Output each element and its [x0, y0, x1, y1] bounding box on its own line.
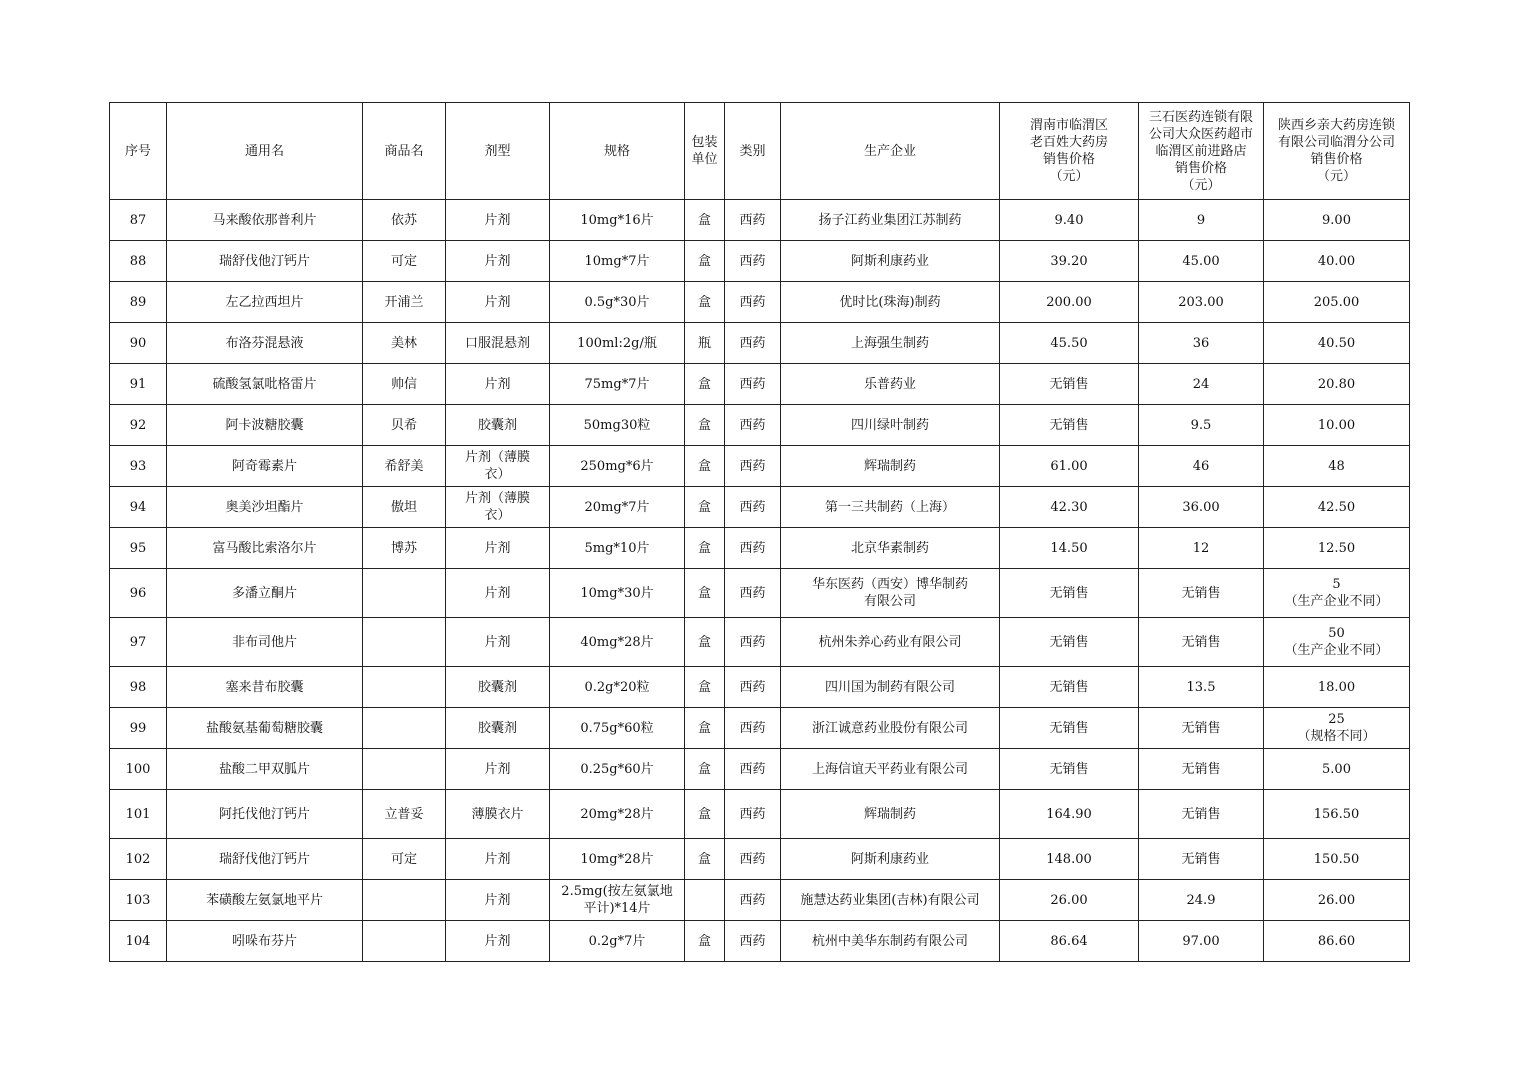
cell-category: 西药	[725, 446, 781, 487]
cell-category: 西药	[725, 921, 781, 962]
cell-package-unit: 盒	[685, 790, 725, 839]
cell-package-unit: 瓶	[685, 323, 725, 364]
cell-package-unit: 盒	[685, 200, 725, 241]
cell-manufacturer: 杭州朱养心药业有限公司	[781, 618, 1000, 667]
cell-brand-name: 可定	[363, 839, 446, 880]
cell-price-sanshi: 无销售	[1139, 839, 1264, 880]
cell-dosage-form: 片剂	[446, 528, 550, 569]
cell-dosage-form: 片剂	[446, 839, 550, 880]
cell-price-laobaixing: 无销售	[1000, 364, 1139, 405]
cell-price-sanshi: 12	[1139, 528, 1264, 569]
table-row	[110, 241, 1410, 282]
cell-category: 西药	[725, 839, 781, 880]
cell-price-xiangqin: 10.00	[1264, 405, 1410, 446]
cell-manufacturer: 杭州中美华东制药有限公司	[781, 921, 1000, 962]
cell-price-sanshi: 46	[1139, 446, 1264, 487]
cell-spec: 0.2g*7片	[550, 921, 685, 962]
header-dosage-form: 剂型	[446, 103, 550, 200]
cell-dosage-form: 片剂	[446, 364, 550, 405]
cell-brand-name: 贝希	[363, 405, 446, 446]
cell-price-sanshi: 36.00	[1139, 487, 1264, 528]
cell-brand-name: 傲坦	[363, 487, 446, 528]
cell-price-laobaixing: 9.40	[1000, 200, 1139, 241]
cell-category: 西药	[725, 405, 781, 446]
cell-package-unit: 盒	[685, 487, 725, 528]
cell-manufacturer: 第一三共制药（上海）	[781, 487, 1000, 528]
cell-brand-name	[363, 921, 446, 962]
cell-generic-name: 奥美沙坦酯片	[167, 487, 363, 528]
header-generic-name: 通用名	[167, 103, 363, 200]
cell-seq: 97	[110, 618, 167, 667]
cell-spec: 0.25g*60片	[550, 749, 685, 790]
cell-generic-name: 马来酸依那普利片	[167, 200, 363, 241]
cell-brand-name: 美林	[363, 323, 446, 364]
cell-brand-name	[363, 708, 446, 749]
cell-dosage-form: 口服混悬剂	[446, 323, 550, 364]
table-row	[110, 487, 1410, 528]
cell-price-laobaixing: 86.64	[1000, 921, 1139, 962]
cell-price-sanshi: 203.00	[1139, 282, 1264, 323]
cell-generic-name: 布洛芬混悬液	[167, 323, 363, 364]
cell-category: 西药	[725, 200, 781, 241]
cell-package-unit: 盒	[685, 708, 725, 749]
cell-category: 西药	[725, 323, 781, 364]
cell-generic-name: 阿托伐他汀钙片	[167, 790, 363, 839]
cell-price-xiangqin: 26.00	[1264, 880, 1410, 921]
table-row	[110, 708, 1410, 749]
cell-seq: 92	[110, 405, 167, 446]
cell-generic-name: 瑞舒伐他汀钙片	[167, 241, 363, 282]
cell-price-sanshi: 97.00	[1139, 921, 1264, 962]
cell-price-sanshi: 无销售	[1139, 618, 1264, 667]
cell-brand-name: 希舒美	[363, 446, 446, 487]
cell-generic-name: 左乙拉西坦片	[167, 282, 363, 323]
cell-spec: 0.75g*60粒	[550, 708, 685, 749]
cell-price-laobaixing: 无销售	[1000, 708, 1139, 749]
cell-category: 西药	[725, 364, 781, 405]
cell-spec: 100ml:2g/瓶	[550, 323, 685, 364]
table-row	[110, 880, 1410, 921]
cell-category: 西药	[725, 528, 781, 569]
cell-generic-name: 盐酸氨基葡萄糖胶囊	[167, 708, 363, 749]
cell-price-laobaixing: 164.90	[1000, 790, 1139, 839]
header-package-unit: 包装 单位	[685, 103, 725, 200]
cell-price-xiangqin: 40.50	[1264, 323, 1410, 364]
cell-price-laobaixing: 无销售	[1000, 569, 1139, 618]
cell-dosage-form: 片剂	[446, 618, 550, 667]
cell-package-unit: 盒	[685, 618, 725, 667]
table-row	[110, 446, 1410, 487]
table-row	[110, 667, 1410, 708]
cell-dosage-form: 胶囊剂	[446, 667, 550, 708]
cell-generic-name: 非布司他片	[167, 618, 363, 667]
table-row	[110, 200, 1410, 241]
cell-manufacturer: 阿斯利康药业	[781, 241, 1000, 282]
cell-seq: 104	[110, 921, 167, 962]
header-price-sanshi: 三石医药连锁有限 公司大众医药超市 临渭区前进路店 销售价格 （元）	[1139, 103, 1264, 200]
cell-category: 西药	[725, 749, 781, 790]
cell-package-unit: 盒	[685, 282, 725, 323]
cell-generic-name: 富马酸比索洛尔片	[167, 528, 363, 569]
cell-dosage-form: 片剂	[446, 282, 550, 323]
cell-generic-name: 瑞舒伐他汀钙片	[167, 839, 363, 880]
cell-price-sanshi: 无销售	[1139, 569, 1264, 618]
cell-dosage-form: 片剂	[446, 921, 550, 962]
header-spec: 规格	[550, 103, 685, 200]
cell-seq: 103	[110, 880, 167, 921]
cell-price-laobaixing: 148.00	[1000, 839, 1139, 880]
cell-price-xiangqin: 156.50	[1264, 790, 1410, 839]
cell-price-laobaixing: 61.00	[1000, 446, 1139, 487]
cell-spec: 10mg*7片	[550, 241, 685, 282]
cell-price-xiangqin: 40.00	[1264, 241, 1410, 282]
cell-price-laobaixing: 26.00	[1000, 880, 1139, 921]
cell-dosage-form: 胶囊剂	[446, 708, 550, 749]
cell-seq: 102	[110, 839, 167, 880]
cell-price-laobaixing: 45.50	[1000, 323, 1139, 364]
cell-price-xiangqin: 12.50	[1264, 528, 1410, 569]
price-table	[109, 102, 1410, 962]
cell-price-sanshi: 无销售	[1139, 749, 1264, 790]
cell-brand-name: 帅信	[363, 364, 446, 405]
cell-seq: 93	[110, 446, 167, 487]
table-row	[110, 749, 1410, 790]
cell-dosage-form: 薄膜衣片	[446, 790, 550, 839]
table-row	[110, 790, 1410, 839]
cell-price-xiangqin: 48	[1264, 446, 1410, 487]
cell-spec: 10mg*30片	[550, 569, 685, 618]
cell-price-laobaixing: 无销售	[1000, 749, 1139, 790]
cell-price-sanshi: 13.5	[1139, 667, 1264, 708]
cell-manufacturer: 优时比(珠海)制药	[781, 282, 1000, 323]
cell-package-unit: 盒	[685, 364, 725, 405]
header-manufacturer: 生产企业	[781, 103, 1000, 200]
cell-manufacturer: 上海强生制药	[781, 323, 1000, 364]
cell-dosage-form: 片剂	[446, 241, 550, 282]
cell-price-xiangqin: 25 （规格不同）	[1264, 708, 1410, 749]
cell-spec: 75mg*7片	[550, 364, 685, 405]
cell-spec: 250mg*6片	[550, 446, 685, 487]
cell-price-xiangqin: 205.00	[1264, 282, 1410, 323]
cell-category: 西药	[725, 708, 781, 749]
cell-spec: 0.5g*30片	[550, 282, 685, 323]
table-row	[110, 921, 1410, 962]
table-row	[110, 839, 1410, 880]
cell-price-laobaixing: 14.50	[1000, 528, 1139, 569]
cell-seq: 87	[110, 200, 167, 241]
cell-brand-name	[363, 569, 446, 618]
cell-brand-name	[363, 618, 446, 667]
cell-generic-name: 硫酸氢氯吡格雷片	[167, 364, 363, 405]
cell-seq: 101	[110, 790, 167, 839]
cell-price-xiangqin: 86.60	[1264, 921, 1410, 962]
cell-price-sanshi: 无销售	[1139, 708, 1264, 749]
cell-seq: 100	[110, 749, 167, 790]
cell-brand-name	[363, 667, 446, 708]
cell-price-laobaixing: 无销售	[1000, 667, 1139, 708]
header-price-laobaixing: 渭南市临渭区 老百姓大药房 销售价格 （元）	[1000, 103, 1139, 200]
cell-manufacturer: 北京华素制药	[781, 528, 1000, 569]
cell-price-sanshi: 24	[1139, 364, 1264, 405]
cell-category: 西药	[725, 880, 781, 921]
cell-brand-name	[363, 749, 446, 790]
cell-dosage-form: 片剂	[446, 880, 550, 921]
header-seq: 序号	[110, 103, 167, 200]
cell-price-sanshi: 9	[1139, 200, 1264, 241]
table-row	[110, 528, 1410, 569]
cell-generic-name: 阿卡波糖胶囊	[167, 405, 363, 446]
cell-price-xiangqin: 42.50	[1264, 487, 1410, 528]
cell-package-unit: 盒	[685, 839, 725, 880]
cell-manufacturer: 施慧达药业集团(吉林)有限公司	[781, 880, 1000, 921]
cell-generic-name: 塞来昔布胶囊	[167, 667, 363, 708]
cell-generic-name: 盐酸二甲双胍片	[167, 749, 363, 790]
cell-price-laobaixing: 无销售	[1000, 405, 1139, 446]
cell-brand-name: 立普妥	[363, 790, 446, 839]
cell-package-unit: 盒	[685, 446, 725, 487]
cell-seq: 91	[110, 364, 167, 405]
cell-package-unit: 盒	[685, 921, 725, 962]
cell-seq: 90	[110, 323, 167, 364]
header-brand-name: 商品名	[363, 103, 446, 200]
cell-brand-name: 依苏	[363, 200, 446, 241]
cell-manufacturer: 四川绿叶制药	[781, 405, 1000, 446]
cell-spec: 50mg30粒	[550, 405, 685, 446]
cell-price-xiangqin: 150.50	[1264, 839, 1410, 880]
cell-spec: 0.2g*20粒	[550, 667, 685, 708]
cell-brand-name: 博苏	[363, 528, 446, 569]
cell-category: 西药	[725, 569, 781, 618]
table-row	[110, 618, 1410, 667]
cell-price-sanshi: 无销售	[1139, 790, 1264, 839]
cell-price-xiangqin: 5 （生产企业不同）	[1264, 569, 1410, 618]
cell-generic-name: 多潘立酮片	[167, 569, 363, 618]
cell-price-sanshi: 36	[1139, 323, 1264, 364]
cell-manufacturer: 阿斯利康药业	[781, 839, 1000, 880]
cell-package-unit	[685, 880, 725, 921]
cell-price-laobaixing: 200.00	[1000, 282, 1139, 323]
table-row	[110, 282, 1410, 323]
cell-package-unit: 盒	[685, 569, 725, 618]
cell-price-sanshi: 24.9	[1139, 880, 1264, 921]
cell-brand-name: 可定	[363, 241, 446, 282]
cell-price-laobaixing: 无销售	[1000, 618, 1139, 667]
cell-seq: 88	[110, 241, 167, 282]
cell-seq: 98	[110, 667, 167, 708]
cell-manufacturer: 辉瑞制药	[781, 446, 1000, 487]
cell-manufacturer: 华东医药（西安）博华制药 有限公司	[781, 569, 1000, 618]
cell-category: 西药	[725, 618, 781, 667]
cell-manufacturer: 扬子江药业集团江苏制药	[781, 200, 1000, 241]
cell-manufacturer: 辉瑞制药	[781, 790, 1000, 839]
cell-price-sanshi: 9.5	[1139, 405, 1264, 446]
table-row	[110, 405, 1410, 446]
table-row	[110, 364, 1410, 405]
cell-seq: 89	[110, 282, 167, 323]
cell-brand-name	[363, 880, 446, 921]
cell-dosage-form: 片剂	[446, 200, 550, 241]
cell-seq: 99	[110, 708, 167, 749]
cell-price-xiangqin: 9.00	[1264, 200, 1410, 241]
header-category: 类别	[725, 103, 781, 200]
cell-price-xiangqin: 20.80	[1264, 364, 1410, 405]
cell-price-sanshi: 45.00	[1139, 241, 1264, 282]
cell-seq: 94	[110, 487, 167, 528]
cell-generic-name: 苯磺酸左氨氯地平片	[167, 880, 363, 921]
cell-package-unit: 盒	[685, 749, 725, 790]
cell-spec: 20mg*7片	[550, 487, 685, 528]
cell-generic-name: 阿奇霉素片	[167, 446, 363, 487]
cell-dosage-form: 片剂	[446, 569, 550, 618]
cell-manufacturer: 乐普药业	[781, 364, 1000, 405]
table-row	[110, 569, 1410, 618]
cell-spec: 10mg*28片	[550, 839, 685, 880]
cell-dosage-form: 胶囊剂	[446, 405, 550, 446]
cell-spec: 2.5mg(按左氨氯地 平计)*14片	[550, 880, 685, 921]
cell-price-xiangqin: 50 （生产企业不同）	[1264, 618, 1410, 667]
cell-spec: 10mg*16片	[550, 200, 685, 241]
cell-manufacturer: 上海信谊天平药业有限公司	[781, 749, 1000, 790]
header-row	[110, 103, 1410, 200]
cell-dosage-form: 片剂	[446, 749, 550, 790]
cell-category: 西药	[725, 667, 781, 708]
cell-spec: 20mg*28片	[550, 790, 685, 839]
table-row	[110, 323, 1410, 364]
cell-dosage-form: 片剂（薄膜 衣）	[446, 487, 550, 528]
cell-category: 西药	[725, 282, 781, 323]
cell-manufacturer: 浙江诚意药业股份有限公司	[781, 708, 1000, 749]
cell-dosage-form: 片剂（薄膜 衣）	[446, 446, 550, 487]
cell-category: 西药	[725, 487, 781, 528]
cell-manufacturer: 四川国为制药有限公司	[781, 667, 1000, 708]
cell-category: 西药	[725, 790, 781, 839]
cell-price-laobaixing: 42.30	[1000, 487, 1139, 528]
cell-generic-name: 吲哚布芬片	[167, 921, 363, 962]
cell-package-unit: 盒	[685, 667, 725, 708]
cell-package-unit: 盒	[685, 528, 725, 569]
cell-package-unit: 盒	[685, 405, 725, 446]
header-price-xiangqin: 陕西乡亲大药房连锁 有限公司临渭分公司 销售价格 （元）	[1264, 103, 1410, 200]
cell-spec: 5mg*10片	[550, 528, 685, 569]
cell-seq: 95	[110, 528, 167, 569]
cell-category: 西药	[725, 241, 781, 282]
cell-spec: 40mg*28片	[550, 618, 685, 667]
cell-brand-name: 开浦兰	[363, 282, 446, 323]
cell-package-unit: 盒	[685, 241, 725, 282]
cell-price-xiangqin: 18.00	[1264, 667, 1410, 708]
cell-seq: 96	[110, 569, 167, 618]
cell-price-xiangqin: 5.00	[1264, 749, 1410, 790]
cell-price-laobaixing: 39.20	[1000, 241, 1139, 282]
